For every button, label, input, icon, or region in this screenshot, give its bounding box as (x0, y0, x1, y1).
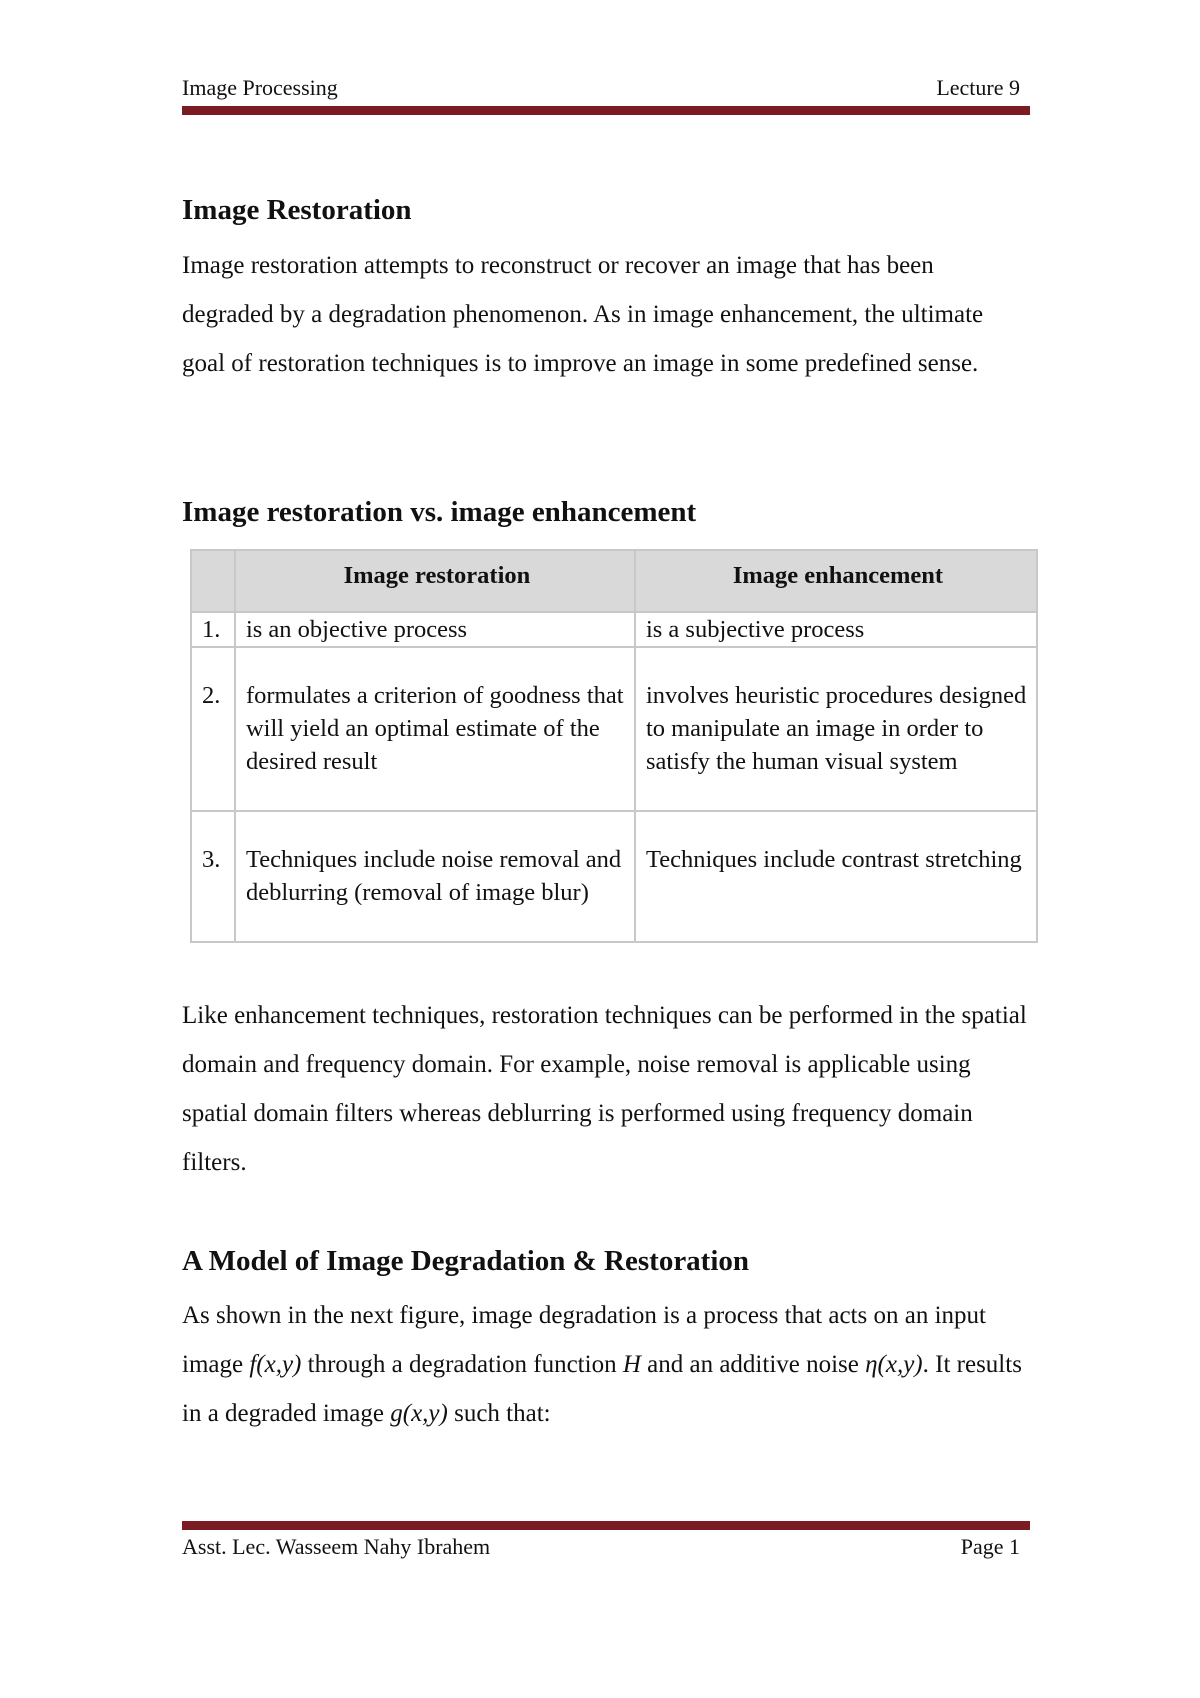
degradation-text-part2: through a degradation function (301, 1351, 623, 1378)
restoration-cell: Techniques include noise removal and deblurring (removal of image blur) (235, 811, 635, 942)
row-number: 2. (191, 647, 235, 811)
degradation-text-part4: . It results in a degraded image (182, 1351, 1022, 1427)
section-title-degradation-model: A Model of Image Degradation & Restoration (182, 1245, 750, 1277)
table-row (191, 647, 1037, 811)
table-row (191, 612, 1037, 647)
variable-f: f(x,y) (249, 1351, 302, 1378)
table-row (191, 811, 1037, 942)
footer-author: Asst. Lec. Wasseem Nahy Ibrahem (182, 1534, 491, 1559)
enhancement-cell: involves heuristic procedures designed to manipulate an image in order to satisfy the human visual system (635, 647, 1037, 811)
variable-eta: η(x,y) (865, 1351, 923, 1378)
page-footer (182, 1530, 1030, 1566)
header-course-title: Image Processing (182, 75, 338, 100)
enhancement-cell: Techniques include contrast stretching (635, 811, 1037, 942)
restoration-cell: formulates a criterion of goodness that will yield an optimal estimate of the desired result (235, 647, 635, 811)
header-rule (182, 106, 1030, 115)
degradation-text-part5: such that: (447, 1400, 551, 1427)
degradation-text-part1: As shown in the next figure, image degradation is a process that acts on an input image (182, 1302, 986, 1378)
row-number: 3. (191, 811, 235, 942)
footer-page-number: Page 1 (960, 1534, 1020, 1559)
table-header-number (191, 550, 235, 612)
section-body-degradation-model (182, 1291, 1030, 1438)
section-title-restoration-vs-enhancement: Image restoration vs. image enhancement (182, 496, 697, 528)
document-page (182, 0, 1030, 1698)
enhancement-cell: is a subjective process (635, 612, 1037, 647)
section-body-image-restoration: Image restoration attempts to reconstruct or recover an image that has been degraded by a degradation phenomenon. As in image enhancement, the ultimate goal of restoration techniques is to improve an image in some predefined sense. (182, 252, 984, 377)
row-number: 1. (191, 612, 235, 647)
comparison-table (190, 549, 1038, 943)
footer-rule (182, 1521, 1030, 1530)
header-lecture-number: Lecture 9 (936, 75, 1020, 100)
section-title-image-restoration: Image Restoration (182, 194, 412, 226)
section-body-restoration-domains: Like enhancement techniques, restoration techniques can be performed in the spatial domain and frequency domain. For example, noise removal is applicable using spatial domain filters whereas deblurring is performed using frequency domain filters. (182, 1002, 1027, 1176)
table-header-restoration: Image restoration (235, 550, 635, 612)
restoration-cell: is an objective process (235, 612, 635, 647)
table-header-enhancement: Image enhancement (635, 550, 1037, 612)
degradation-text-part3: and an additive noise (640, 1351, 866, 1378)
table-header-row (191, 550, 1037, 612)
variable-H: H (622, 1351, 641, 1378)
variable-g: g(x,y) (390, 1400, 448, 1427)
